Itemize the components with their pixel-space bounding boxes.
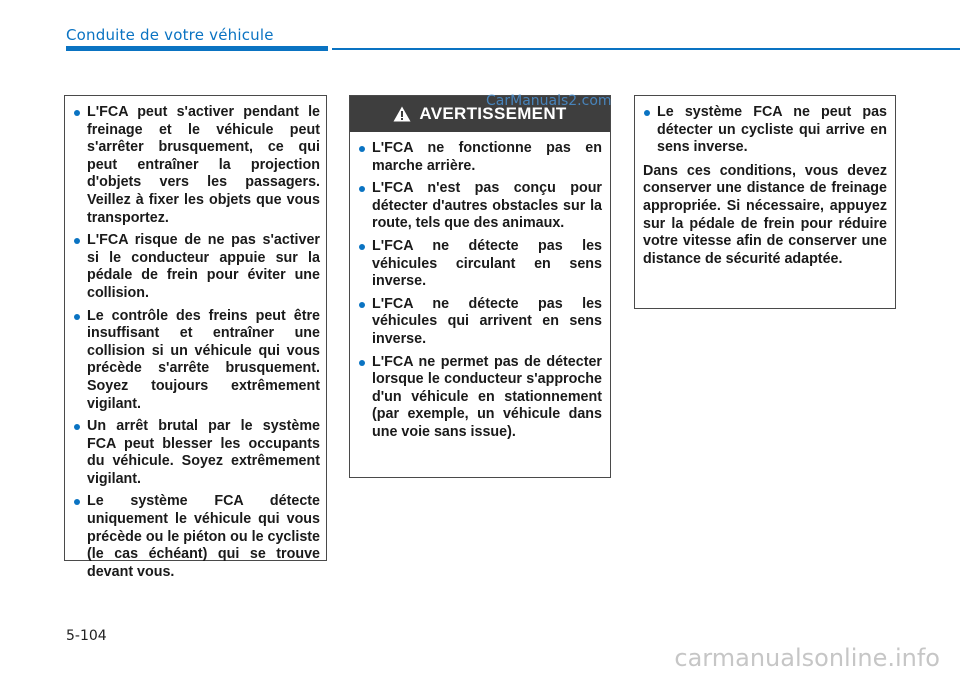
list-item: L'FCA ne détecte pas les véhicules qui arrivent en sens inverse. xyxy=(358,296,602,349)
list-item: Le système FCA détecte uniquement le véhicule qui vous précède ou le piéton ou le cycliste (le cas échéant) qui se trouve devant vous. xyxy=(73,493,320,581)
list-item: Le contrôle des freins peut être insuffisant et entraîner une collision si un véhicule qui vous précède s'arrête brusquement. Soyez toujours extrêmement vigilant. xyxy=(73,308,320,414)
warning-box xyxy=(349,95,611,478)
warning-triangle-icon xyxy=(393,106,411,122)
watermark-bottom[interactable]: carmanualsonline.info xyxy=(674,644,940,672)
list-item: L'FCA ne permet pas de détecter lorsque le conducteur s'approche d'un véhicule en stationnement (par exemple, un véhicule dans une voie sans issue). xyxy=(358,354,602,442)
left-info-box xyxy=(64,95,327,580)
warning-title: AVERTISSEMENT xyxy=(419,104,567,123)
warning-bullet-list xyxy=(358,140,602,442)
page-number: 5-104 xyxy=(66,628,107,644)
right-bullet-list xyxy=(643,104,887,157)
list-item: L'FCA ne fonctionne pas en marche arrière. xyxy=(358,140,602,175)
watermark-top[interactable]: CarManuals2.com xyxy=(486,93,612,109)
list-item: Le système FCA ne peut pas détecter un cycliste qui arrive en sens inverse. xyxy=(643,104,887,157)
section-title: Conduite de votre véhicule xyxy=(66,26,274,44)
right-paragraph: Dans ces conditions, vous devez conserver une distance de freinage appropriée. Si nécessaire, appuyez sur la pédale de frein pour réduire votre vitesse afin de conserver une distance de sécurité adaptée. xyxy=(643,162,887,267)
list-item: Un arrêt brutal par le système FCA peut blesser les occupants du véhicule. Soyez extrêmement vigilant. xyxy=(73,418,320,488)
header-rule-thin xyxy=(332,48,960,50)
list-item: L'FCA risque de ne pas s'activer si le conducteur appuie sur la pédale de frein pour éviter une collision. xyxy=(73,232,320,302)
list-item: L'FCA n'est pas conçu pour détecter d'autres obstacles sur la route, tels que des animaux. xyxy=(358,180,602,233)
list-item: L'FCA ne détecte pas les véhicules circulant en sens inverse. xyxy=(358,238,602,291)
header-rule-thick xyxy=(66,46,328,51)
list-item: L'FCA peut s'activer pendant le freinage et le véhicule peut s'arrêter brusquement, ce qui peut entraîner la projection d'objets vers les passagers. Veillez à fixer les objets que vous transportez. xyxy=(73,104,320,227)
left-bullet-list xyxy=(73,104,320,581)
right-info-box xyxy=(634,95,896,309)
